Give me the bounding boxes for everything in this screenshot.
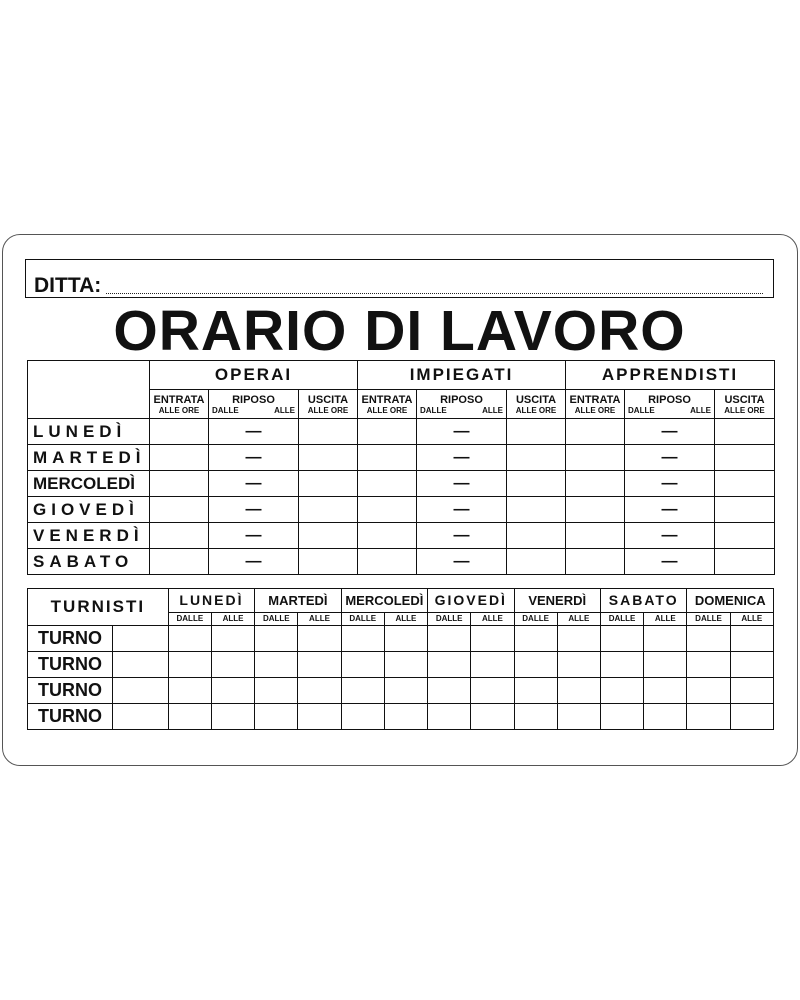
day-row xyxy=(28,549,775,575)
uscita-header xyxy=(715,390,775,419)
uscita-cell[interactable] xyxy=(507,419,566,445)
alle-label: ALLE xyxy=(298,612,341,625)
entrata-header xyxy=(566,390,625,419)
dalle-label: DALLE xyxy=(212,405,239,415)
uscita-header xyxy=(507,390,566,419)
turno-time-cell[interactable] xyxy=(211,652,254,678)
header-row xyxy=(28,361,775,390)
uscita-cell[interactable] xyxy=(715,523,775,549)
entrata-cell[interactable] xyxy=(358,419,417,445)
turno-row xyxy=(28,626,774,652)
entrata-cell[interactable] xyxy=(358,497,417,523)
group-header-operai: OPERAI xyxy=(150,361,358,390)
ditta-field[interactable] xyxy=(25,259,774,298)
uscita-cell[interactable] xyxy=(715,419,775,445)
alle-ore-label: ALLE ORE xyxy=(366,405,408,415)
alle-ore-label: ALLE ORE xyxy=(724,405,765,415)
alle-label: ALLE xyxy=(384,612,427,625)
day-row xyxy=(28,445,775,471)
riposo-cell[interactable]: — xyxy=(625,419,715,445)
dalle-label: DALLE xyxy=(628,405,655,415)
dalle-label: DALLE xyxy=(168,612,211,625)
turno-time-cell[interactable] xyxy=(298,626,341,652)
dalle-label: DALLE xyxy=(255,612,298,625)
turno-time-cell[interactable] xyxy=(644,704,687,730)
riposo-cell[interactable]: — xyxy=(417,471,507,497)
riposo-cell[interactable]: — xyxy=(625,471,715,497)
group-header-impiegati: IMPIEGATI xyxy=(358,361,566,390)
turno-time-cell[interactable] xyxy=(557,652,600,678)
uscita-cell[interactable] xyxy=(299,471,358,497)
turno-time-cell[interactable] xyxy=(341,704,384,730)
turno-time-cell[interactable] xyxy=(255,678,298,704)
turno-time-cell[interactable] xyxy=(211,626,254,652)
turno-time-cell[interactable] xyxy=(168,678,211,704)
turnisti-day-header: MARTEDÌ xyxy=(255,589,341,613)
turnisti-table xyxy=(27,588,774,730)
uscita-cell[interactable] xyxy=(715,471,775,497)
turno-label: TURNO xyxy=(28,626,113,652)
turno-time-cell[interactable] xyxy=(384,652,427,678)
turno-time-cell[interactable] xyxy=(168,626,211,652)
ditta-label: DITTA: xyxy=(34,274,102,297)
riposo-cell[interactable]: — xyxy=(417,497,507,523)
alle-ore-label: ALLE ORE xyxy=(515,405,557,415)
turno-time-cell[interactable] xyxy=(168,652,211,678)
entrata-cell[interactable] xyxy=(150,523,209,549)
turnisti-header-row xyxy=(28,589,774,613)
turno-time-cell[interactable] xyxy=(471,652,514,678)
riposo-cell[interactable]: — xyxy=(417,445,507,471)
turno-time-cell[interactable] xyxy=(644,652,687,678)
turno-time-cell[interactable] xyxy=(644,626,687,652)
turno-name-cell[interactable] xyxy=(113,704,168,730)
turno-time-cell[interactable] xyxy=(687,678,730,704)
turno-time-cell[interactable] xyxy=(471,626,514,652)
turno-row xyxy=(28,652,774,678)
dalle-alle-labels xyxy=(209,406,298,415)
turno-time-cell[interactable] xyxy=(514,678,557,704)
turno-time-cell[interactable] xyxy=(600,678,643,704)
entrata-cell[interactable] xyxy=(150,471,209,497)
entrata-cell[interactable] xyxy=(358,523,417,549)
day-label: GIOVEDÌ xyxy=(28,497,150,523)
ditta-dotted-line xyxy=(106,293,763,294)
riposo-cell[interactable]: — xyxy=(209,549,299,575)
turno-name-cell[interactable] xyxy=(113,626,168,652)
turnisti-day-header: VENERDÌ xyxy=(514,589,600,613)
alle-ore-label: ALLE ORE xyxy=(158,405,200,415)
turno-time-cell[interactable] xyxy=(298,652,341,678)
entrata-cell[interactable] xyxy=(566,523,625,549)
dalle-label: DALLE xyxy=(428,612,471,625)
riposo-label: RIPOSO xyxy=(232,393,275,406)
riposo-header xyxy=(417,390,507,419)
turno-time-cell[interactable] xyxy=(255,652,298,678)
uscita-cell[interactable] xyxy=(507,471,566,497)
turno-time-cell[interactable] xyxy=(255,704,298,730)
turnisti-day-header: SABATO xyxy=(600,589,686,613)
turno-name-cell[interactable] xyxy=(113,652,168,678)
alle-label: ALLE xyxy=(482,405,503,415)
turno-label: TURNO xyxy=(28,678,113,704)
group-header-apprendisti: APPRENDISTI xyxy=(566,361,775,390)
entrata-cell[interactable] xyxy=(358,445,417,471)
day-row xyxy=(28,471,775,497)
turno-time-cell[interactable] xyxy=(428,626,471,652)
riposo-cell[interactable]: — xyxy=(625,549,715,575)
day-label: LUNEDÌ xyxy=(28,419,150,445)
dalle-alle-labels xyxy=(625,406,714,415)
turno-time-cell[interactable] xyxy=(600,652,643,678)
turno-time-cell[interactable] xyxy=(730,626,773,652)
turno-time-cell[interactable] xyxy=(471,678,514,704)
uscita-header xyxy=(299,390,358,419)
riposo-label: RIPOSO xyxy=(648,393,691,406)
day-row xyxy=(28,523,775,549)
turno-row xyxy=(28,704,774,730)
riposo-cell[interactable]: — xyxy=(417,523,507,549)
uscita-label: USCITA xyxy=(307,393,349,406)
uscita-cell[interactable] xyxy=(715,497,775,523)
uscita-cell[interactable] xyxy=(715,445,775,471)
dalle-label: DALLE xyxy=(420,405,447,415)
dalle-label: DALLE xyxy=(514,612,557,625)
day-row xyxy=(28,419,775,445)
entrata-header xyxy=(358,390,417,419)
dalle-label: DALLE xyxy=(341,612,384,625)
entrata-label: ENTRATA xyxy=(361,393,413,406)
turno-time-cell[interactable] xyxy=(341,626,384,652)
turno-time-cell[interactable] xyxy=(730,652,773,678)
turno-time-cell[interactable] xyxy=(384,678,427,704)
turnisti-day-header: MERCOLEDÌ xyxy=(341,589,427,613)
turno-time-cell[interactable] xyxy=(514,626,557,652)
riposo-cell[interactable]: — xyxy=(625,523,715,549)
entrata-cell[interactable] xyxy=(566,549,625,575)
riposo-cell[interactable]: — xyxy=(625,445,715,471)
entrata-cell[interactable] xyxy=(566,419,625,445)
uscita-cell[interactable] xyxy=(715,549,775,575)
turno-time-cell[interactable] xyxy=(471,704,514,730)
turno-time-cell[interactable] xyxy=(428,678,471,704)
turno-time-cell[interactable] xyxy=(557,704,600,730)
turno-time-cell[interactable] xyxy=(211,704,254,730)
alle-label: ALLE xyxy=(730,612,773,625)
alle-ore-label: ALLE ORE xyxy=(307,405,349,415)
dalle-label: DALLE xyxy=(600,612,643,625)
day-row xyxy=(28,497,775,523)
turno-time-cell[interactable] xyxy=(687,652,730,678)
entrata-header xyxy=(150,390,209,419)
turno-time-cell[interactable] xyxy=(644,678,687,704)
turno-time-cell[interactable] xyxy=(557,626,600,652)
entrata-label: ENTRATA xyxy=(569,393,621,406)
turno-time-cell[interactable] xyxy=(730,678,773,704)
turnisti-day-header: LUNEDÌ xyxy=(168,589,254,613)
uscita-cell[interactable] xyxy=(507,549,566,575)
uscita-cell[interactable] xyxy=(507,523,566,549)
turno-time-cell[interactable] xyxy=(168,704,211,730)
turno-time-cell[interactable] xyxy=(341,678,384,704)
day-label: VENERDÌ xyxy=(28,523,150,549)
riposo-cell[interactable]: — xyxy=(417,549,507,575)
turno-time-cell[interactable] xyxy=(687,704,730,730)
corner-cell xyxy=(28,361,150,419)
page-title: ORARIO DI LAVORO xyxy=(113,299,686,363)
entrata-cell[interactable] xyxy=(358,549,417,575)
turno-time-cell[interactable] xyxy=(514,652,557,678)
entrata-cell[interactable] xyxy=(150,497,209,523)
dalle-alle-labels xyxy=(417,406,506,415)
turno-label: TURNO xyxy=(28,652,113,678)
alle-label: ALLE xyxy=(211,612,254,625)
entrata-cell[interactable] xyxy=(566,497,625,523)
turno-time-cell[interactable] xyxy=(428,652,471,678)
riposo-cell[interactable]: — xyxy=(209,497,299,523)
entrata-cell[interactable] xyxy=(566,471,625,497)
turno-time-cell[interactable] xyxy=(384,704,427,730)
uscita-cell[interactable] xyxy=(299,497,358,523)
uscita-cell[interactable] xyxy=(299,419,358,445)
turno-time-cell[interactable] xyxy=(600,704,643,730)
turno-time-cell[interactable] xyxy=(557,678,600,704)
turno-time-cell[interactable] xyxy=(384,626,427,652)
turnisti-label: TURNISTI xyxy=(28,589,169,626)
entrata-cell[interactable] xyxy=(150,419,209,445)
riposo-cell[interactable]: — xyxy=(417,419,507,445)
alle-ore-label: ALLE ORE xyxy=(574,405,616,415)
alle-label: ALLE xyxy=(644,612,687,625)
turnisti-day-header: GIOVEDÌ xyxy=(428,589,514,613)
turno-time-cell[interactable] xyxy=(600,626,643,652)
riposo-cell[interactable]: — xyxy=(625,497,715,523)
turno-time-cell[interactable] xyxy=(298,704,341,730)
turno-label: TURNO xyxy=(28,704,113,730)
day-label: MARTEDÌ xyxy=(28,445,150,471)
riposo-cell[interactable]: — xyxy=(209,471,299,497)
riposo-cell[interactable]: — xyxy=(209,419,299,445)
uscita-cell[interactable] xyxy=(507,497,566,523)
dalle-label: DALLE xyxy=(687,612,730,625)
uscita-cell[interactable] xyxy=(507,445,566,471)
turno-time-cell[interactable] xyxy=(687,626,730,652)
uscita-label: USCITA xyxy=(724,393,765,406)
entrata-cell[interactable] xyxy=(150,549,209,575)
riposo-header xyxy=(209,390,299,419)
entrata-cell[interactable] xyxy=(566,445,625,471)
uscita-label: USCITA xyxy=(515,393,557,406)
schedule-table xyxy=(27,360,775,575)
uscita-cell[interactable] xyxy=(299,549,358,575)
turno-time-cell[interactable] xyxy=(255,626,298,652)
alle-label: ALLE xyxy=(274,405,295,415)
turno-time-cell[interactable] xyxy=(730,704,773,730)
riposo-label: RIPOSO xyxy=(440,393,483,406)
turno-time-cell[interactable] xyxy=(211,678,254,704)
turno-time-cell[interactable] xyxy=(298,678,341,704)
uscita-cell[interactable] xyxy=(299,445,358,471)
turno-name-cell[interactable] xyxy=(113,678,168,704)
turno-row xyxy=(28,678,774,704)
turno-time-cell[interactable] xyxy=(514,704,557,730)
alle-label: ALLE xyxy=(690,405,712,415)
day-label: MERCOLEDÌ xyxy=(28,471,150,497)
entrata-cell[interactable] xyxy=(358,471,417,497)
turno-time-cell[interactable] xyxy=(428,704,471,730)
riposo-header xyxy=(625,390,715,419)
entrata-label: ENTRATA xyxy=(153,393,205,406)
alle-label: ALLE xyxy=(471,612,514,625)
turnisti-day-header: DOMENICA xyxy=(687,589,774,613)
riposo-cell[interactable]: — xyxy=(209,523,299,549)
alle-label: ALLE xyxy=(557,612,600,625)
turno-time-cell[interactable] xyxy=(341,652,384,678)
riposo-cell[interactable]: — xyxy=(209,445,299,471)
entrata-cell[interactable] xyxy=(150,445,209,471)
day-label: SABATO xyxy=(28,549,150,575)
uscita-cell[interactable] xyxy=(299,523,358,549)
